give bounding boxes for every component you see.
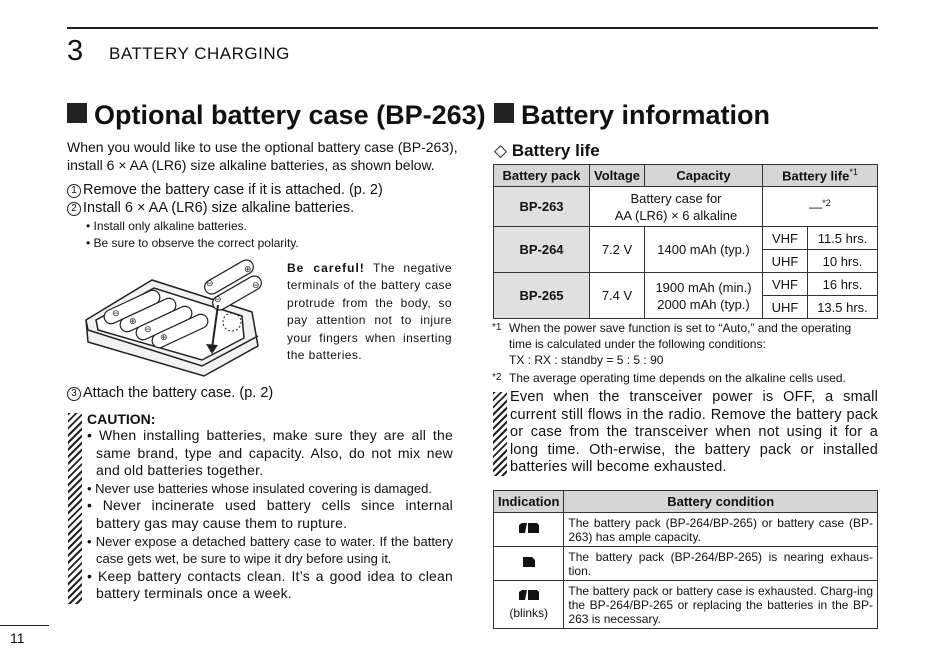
life-value: 11.5 hrs. [808,227,878,250]
table-row [494,513,878,547]
chapter-number: 3 [67,35,84,67]
caution-hatch-bar [68,413,82,604]
pack-bp-264: BP-264 [494,227,590,273]
life-value: 16 hrs. [808,273,878,296]
capacity-line: Battery case for [630,190,722,206]
capacity-bp-264: 1400 mAh (typ.) [645,227,763,273]
voltage-bp-264: 7.2 V [590,227,645,273]
indication-cell [494,547,564,581]
chapter-title: BATTERY CHARGING [109,44,290,63]
header-voltage: Voltage [590,165,645,187]
header-capacity: Capacity [645,165,763,187]
footnote-line: When the power save function is set to “Auto,” and the operating [509,321,852,335]
footnote-1 [492,320,851,368]
battery-full-icon [518,522,540,534]
intro-text: When you would like to use the optional battery case (BP-263), install 6 × AA (LR6) size alkaline batteries, as shown below. [67,139,458,173]
caution-item: • When installing batteries, make sure they are all the same brand, type and capacity. Also, do not mix new and old batteries together. [87,427,453,479]
left-title-text: Optional battery case (BP-263) [94,100,486,130]
indication-cell [494,513,564,547]
step-number: 1 [67,184,81,198]
table-row [494,581,878,629]
table-header-row [494,165,878,187]
svg-text:⊖: ⊖ [252,281,260,291]
condition-text: The battery pack (BP-264/BP-265) is nearing exhaus-tion. [564,547,878,581]
step-text: Remove the battery case if it is attached. (p. 2) [83,182,383,198]
condition-text: The battery pack (BP-264/BP-265) or battery case (BP-263) has ample capacity. [564,513,878,547]
power-off-note: Even when the transceiver power is OFF, a small current still flows in the radio. Remove the battery pack or case from the transceiver when not using it for a long time. Oth-erwise, the battery pack or installed batteries will become exhausted. [510,389,878,475]
step-2 [67,200,354,216]
capacity-bp-263 [590,187,763,227]
table-header-row [494,491,878,513]
header-battery-condition: Battery condition [564,491,878,513]
diamond-icon: ◇ [494,141,508,160]
band-vhf: VHF [763,273,808,296]
caution-item: • Never use batteries whose insulated covering is damaged. [87,480,432,496]
step-3 [67,385,273,401]
header-battery-pack: Battery pack [494,165,590,187]
top-rule [67,27,878,29]
capacity-line: 2000 mAh (typ.) [657,296,750,312]
condition-text: The battery pack or battery case is exhausted. Charg-ing the BP-264/BP-265 or replacing the batteries in the BP-263 is necessary. [564,581,878,629]
footnote-line: time is calculated under the following conditions: [509,337,766,351]
footnote-2 [492,370,846,386]
left-section-title [67,100,486,131]
pack-bp-265: BP-265 [494,273,590,319]
footnote-mark: *1 [492,322,502,333]
step-text: Attach the battery case. (p. 2) [83,385,274,401]
svg-text:⊕: ⊕ [129,317,137,327]
battery-low-icon [522,556,536,568]
step-number: 2 [67,202,81,216]
svg-text:⊖: ⊖ [214,295,222,305]
square-bullet-icon [494,103,514,123]
caution-item: • Keep battery contacts clean. It’s a good idea to clean battery terminals once a week. [87,567,453,602]
life-value: 13.5 hrs. [808,296,878,319]
battery-case-illustration [82,250,278,380]
step-number: 3 [67,387,81,401]
right-title-text: Battery information [521,100,771,130]
table-row [494,227,878,250]
page-number: 11 [10,630,25,646]
header-battery-life [763,165,878,187]
life-bp-263 [763,187,878,227]
be-careful-label: Be careful! [287,261,365,275]
footnote-line: The average operating time depends on the alkaline cells used. [509,371,846,385]
svg-text:⊖: ⊖ [112,309,120,319]
note-hatch-bar [493,392,507,476]
capacity-line: AA (LR6) × 6 alkaline [614,207,738,223]
voltage-bp-265: 7.4 V [590,273,645,319]
right-section-title [494,100,770,131]
band-uhf: UHF [763,296,808,319]
caution-item: • Never incinerate used battery cells since internal battery gas may cause them to rupture. [87,497,453,531]
band-uhf: UHF [763,250,808,273]
caution-title: CAUTION: [87,411,156,427]
sub-bullet-2: • Be sure to observe the correct polarity. [86,236,299,250]
be-careful-note [287,260,452,364]
table-row [494,187,878,227]
svg-text:⊕: ⊕ [160,333,168,343]
sub-bullet-1: • Install only alkaline batteries. [86,219,247,233]
table-row [494,547,878,581]
page-number-rule [0,625,49,626]
battery-condition-table [493,490,878,629]
footnote-mark: *1 [849,167,858,178]
caution-block [87,411,453,603]
header-battery-life-text: Battery life [782,168,850,184]
blinks-label: (blinks) [509,605,549,620]
square-bullet-icon [67,103,87,123]
capacity-line: 1900 mAh (min.) [655,279,752,295]
battery-life-subtitle-text: Battery life [511,141,600,160]
caution-item: • Never expose a detached battery case to water. If the battery case gets wet, be sure to wipe it dry before using it. [87,533,453,567]
battery-life-table [493,164,878,319]
capacity-bp-265 [645,273,763,319]
be-careful-text: The negative terminals of the battery case protrude from the body, so pay attention not to injure your fingers when inserting the batteries. [287,261,452,363]
footnote-line: TX : RX : standby = 5 : 5 : 90 [509,353,664,367]
footnote-mark: *2 [822,198,831,209]
pack-bp-263: BP-263 [494,187,590,227]
step-text: Install 6 × AA (LR6) size alkaline batteries. [83,200,355,216]
svg-text:⊖: ⊖ [206,279,214,289]
life-value: — [809,199,823,215]
header-indication: Indication [494,491,564,513]
band-vhf: VHF [763,227,808,250]
footnote-mark: *2 [492,372,502,383]
indication-cell [494,581,564,629]
battery-life-subtitle [494,141,600,161]
life-value: 10 hrs. [808,250,878,273]
svg-text:⊕: ⊕ [244,265,252,275]
battery-empty-icon [518,589,540,601]
step-1 [67,182,383,198]
svg-text:⊖: ⊖ [144,325,152,335]
table-row [494,273,878,296]
